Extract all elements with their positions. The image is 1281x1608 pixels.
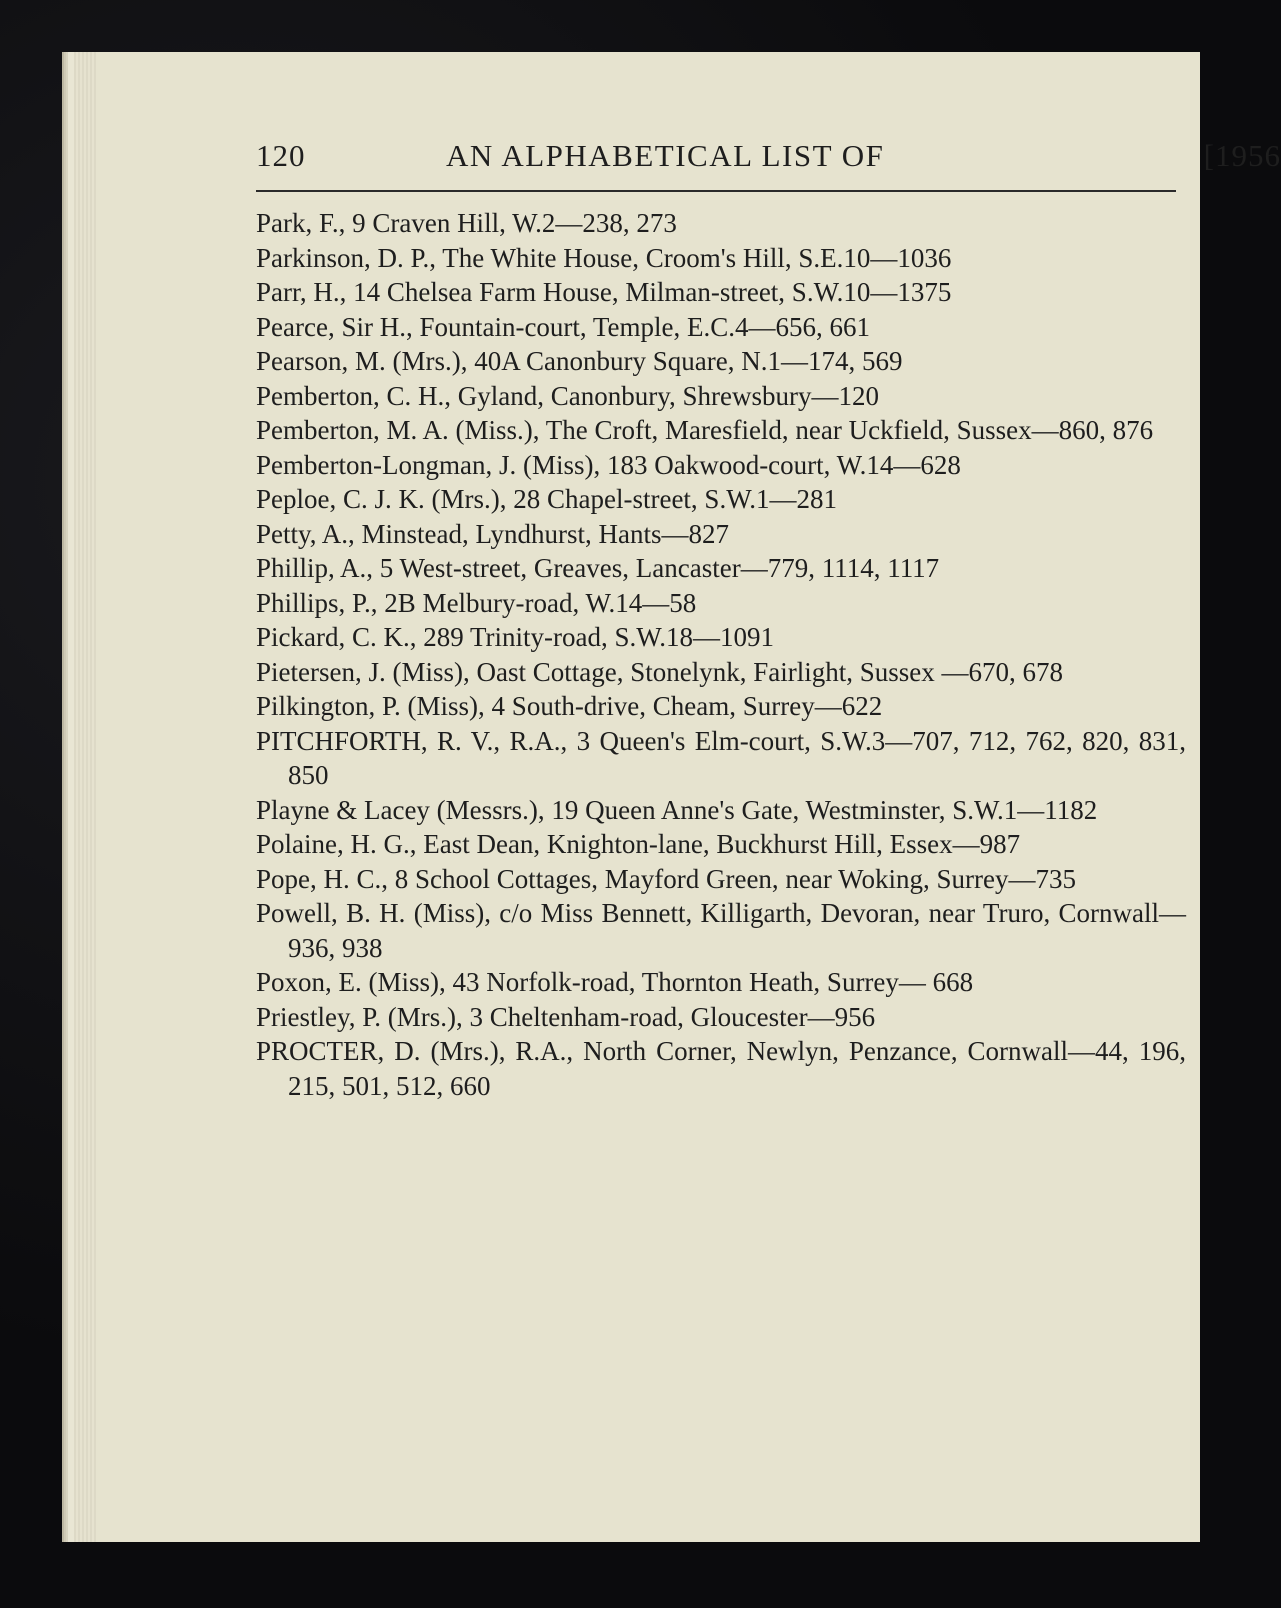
- header-year: [1956: [1203, 138, 1281, 173]
- list-entry: [256, 206, 1186, 241]
- list-entry: [256, 620, 1186, 655]
- entry-text: Priestley, P. (Mrs.), 3 Cheltenham-road, Gloucester—956: [256, 1001, 876, 1032]
- entry-text: Pickard, C. K., 289 Trinity-road, S.W.18—1091: [256, 622, 775, 652]
- list-entry: [256, 379, 1186, 414]
- entry-text: Pemberton, M. A. (Miss.), The Croft, Maresfield, near Uckfield,: [256, 415, 950, 445]
- entry-text: PITCHFORTH, R. V., R.A., 3 Queen's Elm-court, S.W.3—707,: [256, 725, 960, 756]
- entry-text: Pilkington, P. (Miss), 4 South-drive, Cheam, Surrey—622: [256, 691, 883, 721]
- header-rule: [256, 190, 1176, 192]
- entry-text: Petty, A., Minstead, Lyndhurst, Hants—827: [256, 518, 729, 549]
- entry-text: Pietersen, J. (Miss), Oast Cottage, Stonelynk, Fairlight, Sussex: [256, 656, 935, 687]
- entry-text: Powell, B. H. (Miss), c/o Miss Bennett, Killigarth, Devoran, near: [256, 898, 976, 928]
- entry-text: Pearce, Sir H., Fountain-court, Temple, E.C.4—656, 661: [256, 311, 871, 342]
- list-entry: [256, 448, 1186, 483]
- entry-continuation: S.W.1—1182: [952, 794, 1098, 825]
- entry-text: Poxon, E. (Miss), 43 Norfolk-road, Thornton Heath, Surrey—: [256, 967, 926, 997]
- page-title: AN ALPHABETICAL LIST OF: [446, 138, 885, 173]
- list-entry: [256, 827, 1186, 862]
- entry-text: Pemberton, C. H., Gyland, Canonbury, Shrewsbury—120: [256, 380, 879, 411]
- entry-text: Playne & Lacey (Messrs.), 19 Queen Anne's Gate, Westminster,: [256, 794, 946, 825]
- entry-continuation: Essex—987: [889, 829, 1021, 859]
- list-entry: [256, 517, 1186, 552]
- entry-text: Parr, H., 14 Chelsea Farm House, Milman-street, S.W.10—1375: [256, 277, 952, 307]
- list-entry: [256, 862, 1186, 897]
- page-number: 120: [256, 138, 306, 173]
- list-entry: [256, 896, 1186, 965]
- list-entry: [256, 965, 1186, 1000]
- entry-continuation: Truro, Cornwall—936, 938: [288, 898, 1187, 963]
- entry-text: Peploe, C. J. K. (Mrs.), 28 Chapel-street, S.W.1—281: [256, 484, 837, 514]
- entry-text: Pope, H. C., 8 School Cottages, Mayford Green, near Woking,: [256, 863, 930, 894]
- list-entry: [256, 655, 1186, 690]
- list-entry: [256, 1000, 1186, 1035]
- list-entry: [256, 689, 1186, 724]
- book-page: [96, 52, 1281, 1542]
- list-entry: [256, 482, 1186, 517]
- running-header: [256, 138, 1281, 188]
- entry-continuation: Surrey—735: [936, 863, 1076, 894]
- entry-text: Parkinson, D. P., The White House, Croom's Hill, S.E.10—1036: [256, 242, 952, 273]
- entry-text: Pemberton-Longman, J. (Miss), 183 Oakwood-court, W.14—628: [256, 449, 961, 480]
- list-entry: [256, 275, 1186, 310]
- list-entry: [256, 413, 1186, 448]
- entry-list: [256, 206, 1186, 1103]
- entry-text: Phillip, A., 5 West-street, Greaves, Lancaster—779, 1114, 1117: [256, 553, 940, 583]
- entry-continuation: Cornwall—44, 196, 215, 501, 512, 660: [288, 1036, 1186, 1101]
- list-entry: [256, 793, 1186, 828]
- entry-text: Pearson, M. (Mrs.), 40A Canonbury Square, N.1—174, 569: [256, 346, 903, 376]
- list-entry: [256, 241, 1186, 276]
- list-entry: [256, 1034, 1186, 1103]
- entry-continuation: —670, 678: [941, 656, 1063, 687]
- list-entry: [256, 310, 1186, 345]
- entry-continuation: 668: [932, 967, 974, 997]
- entry-text: Park, F., 9 Craven Hill, W.2—238, 273: [256, 208, 677, 238]
- list-entry: [256, 344, 1186, 379]
- entry-text: Polaine, H. G., East Dean, Knighton-lane, Buckhurst Hill,: [256, 829, 883, 859]
- list-entry: [256, 724, 1186, 793]
- entry-continuation: 712, 762, 820, 831, 850: [288, 725, 1187, 790]
- entry-continuation: Sussex—860, 876: [956, 415, 1154, 445]
- entry-text: PROCTER, D. (Mrs.), R.A., North Corner, Newlyn, Penzance,: [256, 1036, 958, 1066]
- entry-text: Phillips, P., 2B Melbury-road, W.14—58: [256, 587, 697, 618]
- list-entry: [256, 551, 1186, 586]
- list-entry: [256, 586, 1186, 621]
